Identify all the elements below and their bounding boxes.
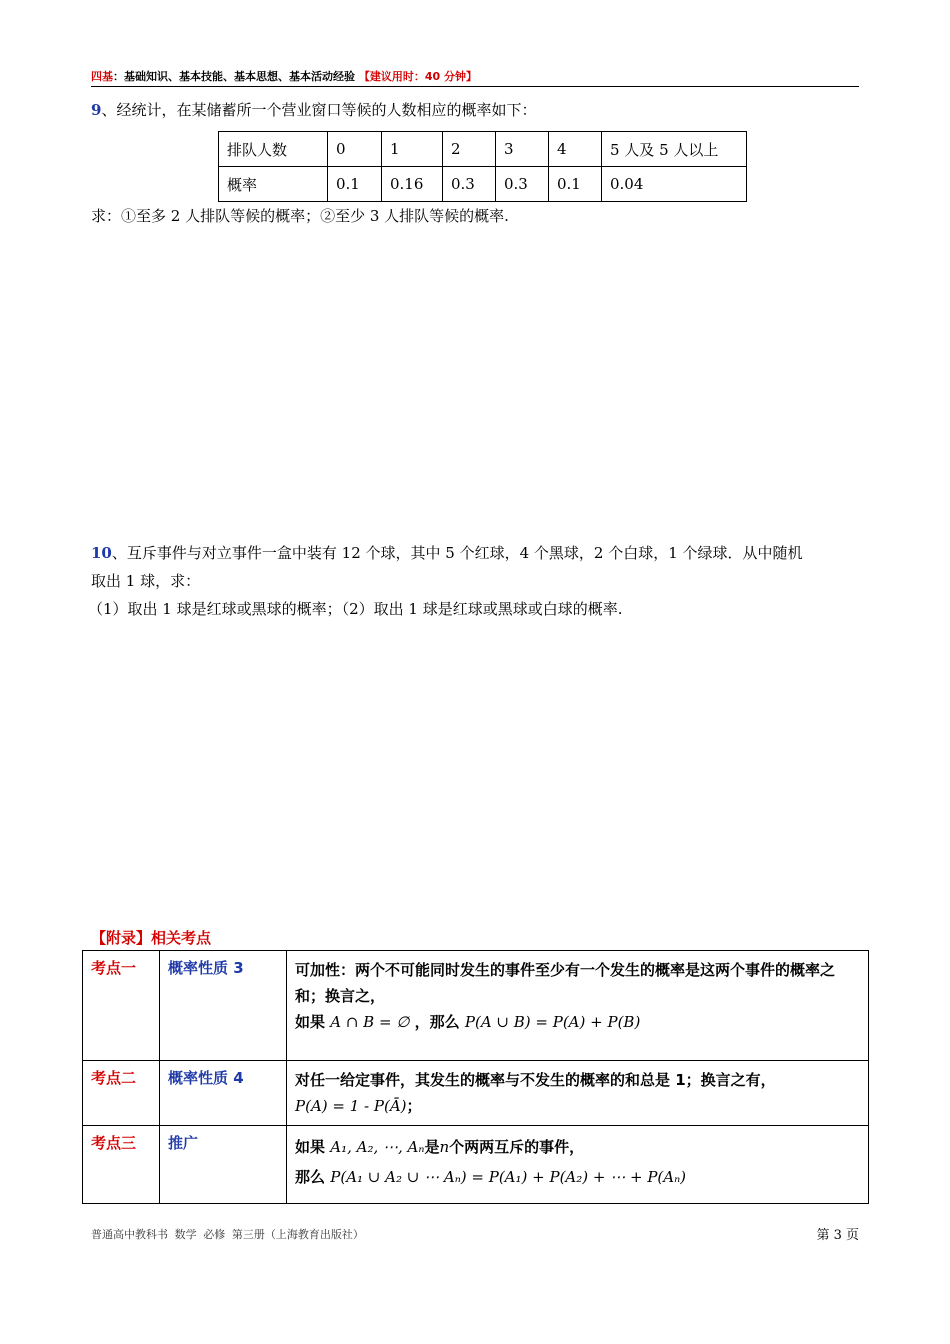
kp-formula-line — [295, 1162, 860, 1192]
kp-content — [287, 1126, 869, 1204]
key-points-table — [82, 950, 869, 1204]
kp-name: 概率性质 3 — [160, 951, 287, 1061]
header-text: ：基础知识、基本技能、基本思想、基本活动经验 — [113, 70, 355, 83]
table-cell: 0.3 — [496, 167, 549, 202]
kp-key: 考点二 — [83, 1061, 160, 1126]
question-10-line2: 取出 1 球，求： — [91, 572, 201, 590]
kp-formula: P(A₁ ∪ A₂ ∪ ⋯ Aₙ) = P(A₁) + P(A₂) + ⋯ + P(Aₙ) — [330, 1168, 687, 1186]
table-cell: 0.3 — [443, 167, 496, 202]
kp-n: n — [439, 1138, 450, 1156]
kp-end: ； — [406, 1097, 422, 1115]
page-header — [91, 68, 859, 84]
table-cell: 2 — [443, 132, 496, 167]
table-cell: 0.16 — [382, 167, 443, 202]
kp-if: 如果 — [295, 1138, 326, 1156]
question-10 — [91, 539, 861, 567]
kp-then: 那么 — [295, 1168, 326, 1186]
kp-cond: A ∩ B = ∅ — [330, 1013, 410, 1031]
kp-formula-line — [295, 1093, 860, 1119]
table-row — [83, 1126, 869, 1204]
footer-page-number: 第 3 页 — [816, 1228, 859, 1243]
queue-probability-table — [218, 131, 747, 202]
question-9-text: 、经统计，在某储蓄所一个营业窗口等候的人数相应的概率如下： — [101, 101, 537, 119]
table-cell: 1 — [382, 132, 443, 167]
question-10-number: 10 — [91, 544, 112, 562]
question-9-ask: 求：①至多 2 人排队等候的概率；②至少 3 人排队等候的概率. — [91, 207, 509, 225]
kp-formula: P(A ∪ B) = P(A) + P(B) — [464, 1013, 641, 1031]
question-10-line1: 、互斥事件与对立事件一盒中装有 12 个球，其中 5 个红球，4 个黑球，2 个白球，1 个绿球．从中随机 — [111, 544, 803, 562]
kp-formula-line — [295, 1009, 860, 1035]
table-cell: 排队人数 — [219, 132, 328, 167]
table-cell: 概率 — [219, 167, 328, 202]
header-red: 四基 — [91, 70, 113, 83]
table-cell: 0.1 — [328, 167, 382, 202]
question-10-line3: （1）取出 1 球是红球或黑球的概率；（2）取出 1 球是红球或黑球或白球的概率. — [88, 600, 623, 618]
header-suggest: 【建议用时：40 分钟】 — [358, 70, 477, 83]
table-cell: 5 人及 5 人以上 — [602, 132, 747, 167]
kp-desc: 对任一给定事件，其发生的概率与不发生的概率的和总是 1；换言之有， — [295, 1071, 776, 1089]
kp-key: 考点一 — [83, 951, 160, 1061]
header-divider — [91, 86, 859, 87]
table-row — [83, 1061, 869, 1126]
kp-name: 推广 — [160, 1126, 287, 1204]
kp-key: 考点三 — [83, 1126, 160, 1204]
kp-is: 是 — [424, 1138, 440, 1156]
table-cell: 0 — [328, 132, 382, 167]
table-cell: 4 — [549, 132, 602, 167]
footer-textbook: 普通高中教科书 数学 必修 第三册（上海教育出版社） — [91, 1228, 364, 1241]
table-row — [219, 167, 747, 202]
kp-formula-line — [295, 1132, 860, 1162]
table-row — [83, 951, 869, 1061]
appendix-title: 【附录】相关考点 — [91, 929, 212, 947]
table-row — [219, 132, 747, 167]
kp-desc: 个两两互斥的事件， — [449, 1138, 585, 1156]
kp-formula: P(A) = 1 - P(Ā) — [295, 1097, 407, 1115]
table-cell: 0.04 — [602, 167, 747, 202]
question-9-number: 9 — [91, 101, 102, 119]
kp-if: 如果 — [295, 1013, 326, 1031]
kp-name: 概率性质 4 — [160, 1061, 287, 1126]
table-cell: 0.1 — [549, 167, 602, 202]
kp-content — [287, 1061, 869, 1126]
kp-desc: 可加性：两个不可能同时发生的事件至少有一个发生的概率是这两个事件的概率之和；换言之， — [295, 961, 836, 1005]
kp-content — [287, 951, 869, 1061]
kp-cond: A₁, A₂, ⋯, Aₙ — [330, 1138, 425, 1156]
question-9 — [91, 96, 861, 124]
table-cell: 3 — [496, 132, 549, 167]
kp-then: ，那么 — [414, 1013, 460, 1031]
